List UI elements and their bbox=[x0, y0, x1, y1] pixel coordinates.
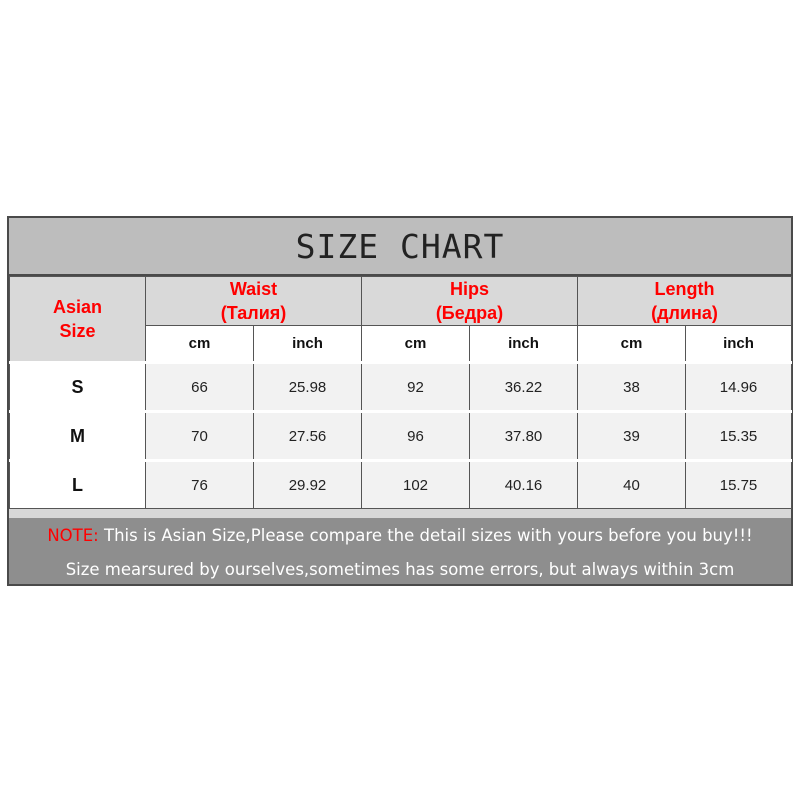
notes-panel bbox=[9, 518, 791, 584]
table-cell: 38 bbox=[578, 363, 686, 412]
table-cell: 102 bbox=[362, 461, 470, 509]
table-cell: 37.80 bbox=[470, 412, 578, 461]
hips-translation: (Бедра) bbox=[435, 303, 504, 323]
note-line-2: Size mearsured by ourselves,sometimes has some errors, but always within 3cm bbox=[65, 560, 735, 579]
waist-header bbox=[146, 277, 362, 326]
unit-header: inch bbox=[686, 326, 792, 363]
length-translation: (длина) bbox=[651, 303, 718, 323]
unit-header: inch bbox=[470, 326, 578, 363]
size-label: M bbox=[10, 412, 146, 461]
note-text: This is Asian Size,Please compare the detail sizes with yours before you buy!!! bbox=[98, 526, 753, 545]
table-row bbox=[10, 363, 792, 412]
table-cell: 14.96 bbox=[686, 363, 792, 412]
table-cell: 66 bbox=[146, 363, 254, 412]
table-cell: 15.35 bbox=[686, 412, 792, 461]
length-header bbox=[578, 277, 792, 326]
size-chart bbox=[7, 216, 793, 586]
waist-translation: (Талия) bbox=[220, 303, 287, 323]
table-cell: 70 bbox=[146, 412, 254, 461]
unit-header: cm bbox=[362, 326, 470, 363]
table-row bbox=[10, 412, 792, 461]
size-label: S bbox=[10, 363, 146, 412]
table-cell: 25.98 bbox=[254, 363, 362, 412]
table-cell: 40 bbox=[578, 461, 686, 509]
table-row bbox=[10, 461, 792, 509]
waist-label: Waist bbox=[229, 279, 278, 299]
asian-size-header-line2: Size bbox=[59, 321, 96, 341]
table-cell: 27.56 bbox=[254, 412, 362, 461]
length-label: Length bbox=[654, 279, 715, 299]
size-table bbox=[9, 276, 792, 509]
table-cell: 36.22 bbox=[470, 363, 578, 412]
table-cell: 76 bbox=[146, 461, 254, 509]
table-cell: 96 bbox=[362, 412, 470, 461]
size-label: L bbox=[10, 461, 146, 509]
hips-header bbox=[362, 277, 578, 326]
hips-label: Hips bbox=[449, 279, 489, 299]
chart-title: SIZE CHART bbox=[9, 218, 791, 276]
table-cell: 92 bbox=[362, 363, 470, 412]
asian-size-header bbox=[10, 277, 146, 363]
table-cell: 29.92 bbox=[254, 461, 362, 509]
table-cell: 39 bbox=[578, 412, 686, 461]
unit-header: cm bbox=[146, 326, 254, 363]
table-cell: 15.75 bbox=[686, 461, 792, 509]
table-cell: 40.16 bbox=[470, 461, 578, 509]
unit-header: inch bbox=[254, 326, 362, 363]
note-label: NOTE: bbox=[47, 526, 99, 545]
unit-header: cm bbox=[578, 326, 686, 363]
note-line-1 bbox=[9, 526, 791, 545]
asian-size-header-line1: Asian bbox=[52, 297, 103, 317]
